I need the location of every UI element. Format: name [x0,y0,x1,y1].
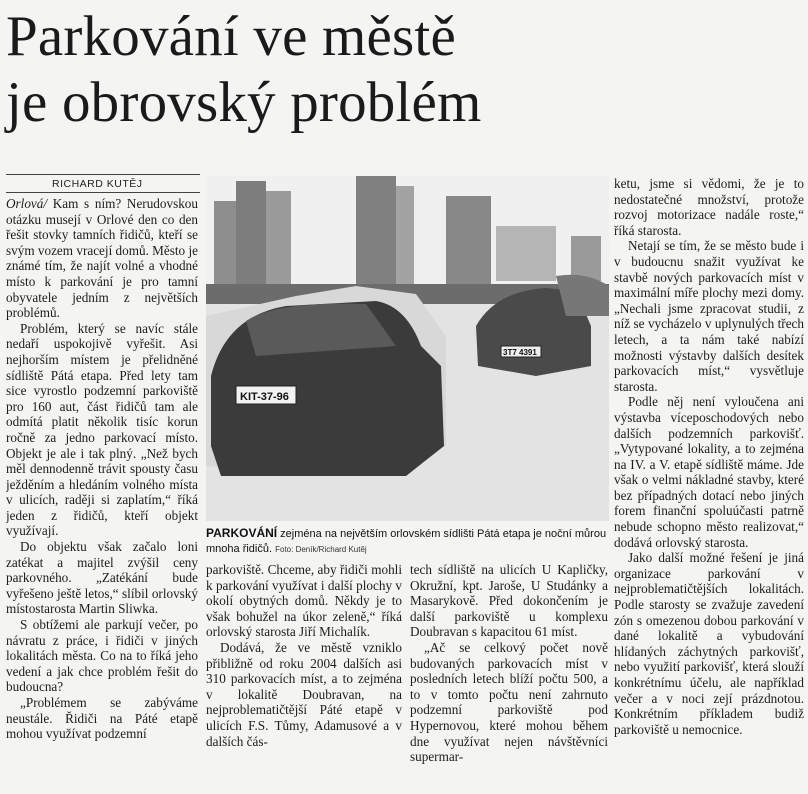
license-plate-right: 3T7 4391 [503,348,537,357]
paragraph: Problém, který se navíc stále nedaří uspokojivě vyřešit. Asi nejhorším místem je přelidněné sídliště Pátá etapa. Před lety tam sice vyrostlo podzemní parkoviště pro 160 aut, část řidičů tam ale odmítá platit několik tisíc korun ročně za jedno parkovací místo. Objekt je ale i tak plný. „Než bych měl dennodenně trávit spousty času ježděním a hledáním volného místa v ulicích, raději si zaplatím,“ říká jeden z řidičů, kteří objekt využívají. [6,320,198,539]
paragraph: Orlová/ Kam s ním? Nerudovskou otázku musejí v Orlové den co den řešit stovky tamních řidičů, kteří se svým vozem vracejí domů. Město je známé tím, že najít volné a vhodné místo k parkování je pro tamní obyvatele jedním z největších problémů. [6,196,198,321]
article-column-1 [6,196,198,792]
parking-lot-photo-drawing [206,176,609,521]
article-column-3 [410,562,608,792]
paragraph: tech sídliště na ulicích U Kapličky, Okružní, kpt. Jaroše, U Studánky a Masarykově. Před dokončením je další parkoviště u komplexu Doubravan s kapacitou 61 míst. [410,562,608,640]
photo-caption [206,526,609,557]
license-plate-front: KIT-37-96 [240,391,289,403]
paragraph: parkoviště. Chceme, aby řidiči mohli k parkování využívat i další plochy v okolí obytných domů. Někdy je to však bohužel na úkor zeleně,“ říká orlovský starosta Jiří Michalík. [206,562,402,640]
caption-text: zejména na největším orlovském sídlišti Pátá etapa je noční můrou mnoha řidičů. [206,528,607,555]
paragraph: ketu, jsme si vědomi, že je to nedostatečné množství, protože rozvoj motorizace nadále roste,“ říká starosta. [614,176,804,238]
paragraph: „Ač se celkový počet nově budovaných parkovacích míst v posledních letech blíží počtu 500, a to v tomto počtu není zahrnuto podzemní parkoviště pod Hypernovou, které mohou během dne využívat nejen návštěvníci supermar- [410,639,608,765]
paragraph: Do objektu však začalo loni zatékat a majitel zvýšil ceny parkovného. „Zatékání bude vyřešeno ještě letos,“ slíbil orlovský místostarosta Martin Sliwka. [6,539,198,617]
headline [6,4,806,136]
paragraph: „Problémem se zabýváme neustále. Řidiči na Páté etapě mohou využívat podzemní [6,695,198,742]
paragraph: Dodává, že ve městě vzniklo přibližně od roku 2004 dalších asi 310 parkovacích míst, a to zejména v lokalitě Doubravan, na nejproblematičtější Páté etapě v ulicích F.S. Tůmy, Adamusové a v dalších čás- [206,639,402,749]
byline-rule-bottom [6,192,200,193]
parking-lot-photo [206,176,609,521]
caption-lead: PARKOVÁNÍ [206,526,278,540]
headline-line-2: je obrovský problém [6,71,482,134]
byline: RICHARD KUTĚJ [52,178,143,190]
paragraph: Podle něj není vyloučena ani výstavba víceposchodových nebo dalších podzemních parkovišť. „Vytypované lokality, a to zejména na IV. a V. etapě sídliště máme. Jde však o velmi nákladné stavby, které bez případných dotací nebo jiných forem finanční spoluúčasti patrně nebude schopno město realizovat,“ dodává orlovský starosta. [614,394,804,550]
article-column-2 [206,562,402,792]
paragraph: Netají se tím, že se město bude i v budoucnu snažit využívat ke stavbě nových parkovacích míst v maximální míře plochy mezi domy. „Nechali jsme zpracovat studii, z níž se vycházelo v uplynulých třech letech, a ta nám také nabízí možnosti výstavby dalších desítek parkovacích míst,“ vysvětluje starosta. [614,238,804,394]
headline-line-1: Parkování ve městě [6,5,456,68]
paragraph: Jako další možné řešení je jiná organizace parkování v nejproblematičtějších lokalitách. Podle starosty se zvažuje zavedení zón s omezenou dobou parkování v dané lokalitě a vybudování hlídaných záchytných parkovišť, nebo využití parkovišť, která slouží konkrétnímu účelu, ale například večer a v noci zejí prázdnotou. Konkrétním příkladem budiž parkoviště u nemocnice. [614,550,804,737]
byline-rule [6,174,200,175]
photo-credit: Foto: Deník/Richard Kutěj [275,545,367,554]
article-column-4 [614,176,804,792]
dateline: Orlová/ [6,196,48,211]
paragraph: S obtížemi ale parkují večer, po návratu z práce, i řidiči v jiných lokalitách města. Co na to říká jeho vedení a jak chce problém řešit do budoucna? [6,617,198,695]
